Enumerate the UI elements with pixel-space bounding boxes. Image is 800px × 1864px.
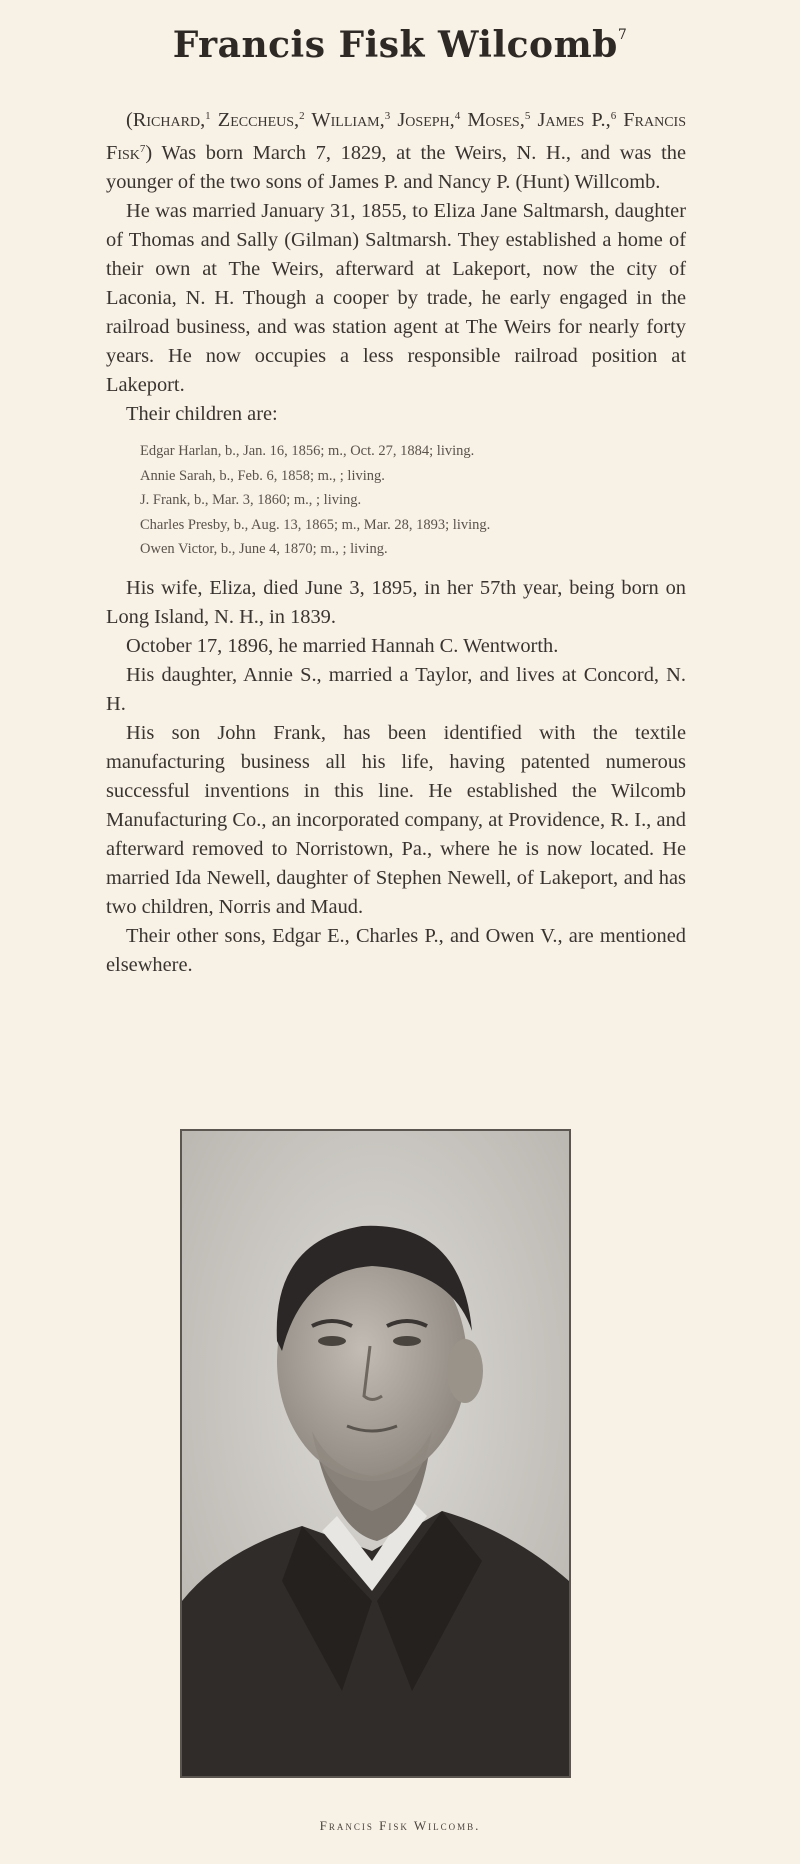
list-item: Edgar Harlan, b., Jan. 16, 1856; m., Oct. 27, 1884; living. [140, 443, 475, 459]
other-sons-paragraph: Their other sons, Edgar E., Charles P., and Owen V., are mentioned elsewhere. [106, 924, 686, 976]
children-list [140, 439, 686, 562]
remarriage-paragraph: October 17, 1896, he married Hannah C. Wentworth. [126, 634, 559, 657]
lineage-paragraph: (Richard,$^1$ Zeccheus,$^2$ William,$^3$ Joseph,$^4$ Moses,$^5$ James P.,$^6$ Francis Fisk$^7$) Was born March 7, 1829, at the Weirs, N. H., and was the younger of the two sons of James P. and Nancy P. (Hunt) Willcomb. [106, 109, 686, 193]
photo-caption: Francis Fisk Wilcomb. [319, 1818, 481, 1833]
biography-text [106, 102, 686, 980]
wife-death-paragraph: His wife, Eliza, died June 3, 1895, in her 57th year, being born on Long Island, N. H., in 1839. [106, 576, 686, 628]
page-title: Francis Fisk Wilcomb$^7$ [172, 24, 628, 66]
portrait-photo [180, 1129, 571, 1778]
list-item: Owen Victor, b., June 4, 1870; m., ; living. [140, 541, 388, 557]
son-paragraph: His son John Frank, has been identified with the textile manufacturing business all his life, having patented numerous successful inventions in this line. He established the Wilcomb Manufacturing Co., an incorporated company, at Providence, R. I., and afterward removed to Norristown, Pa., where he is now located. He married Ida Newell, daughter of Stephen Newell, of Lakeport, and has two children, Norris and Maud. [106, 721, 686, 918]
list-item: Annie Sarah, b., Feb. 6, 1858; m., ; living. [140, 467, 385, 484]
marriage-paragraph: He was married January 31, 1855, to Eliza Jane Saltmarsh, daughter of Thomas and Sally (Gilman) Saltmarsh. They established a home of their own at The Weirs, afterward at Lakeport, now the city of Laconia, N. H. Though a cooper by trade, he early engaged in the railroad business, and was station agent at The Weirs for nearly forty years. He now occupies a less responsible railroad position at Lakeport. [106, 200, 686, 396]
portrait-illustration [182, 1131, 569, 1776]
list-item: Charles Presby, b., Aug. 13, 1865; m., Mar. 28, 1893; living. [140, 516, 491, 533]
children-intro: Their children are: [126, 403, 278, 425]
list-item: J. Frank, b., Mar. 3, 1860; m., ; living. [140, 492, 362, 508]
daughter-paragraph: His daughter, Annie S., married a Taylor, and lives at Concord, N. H. [106, 663, 686, 715]
